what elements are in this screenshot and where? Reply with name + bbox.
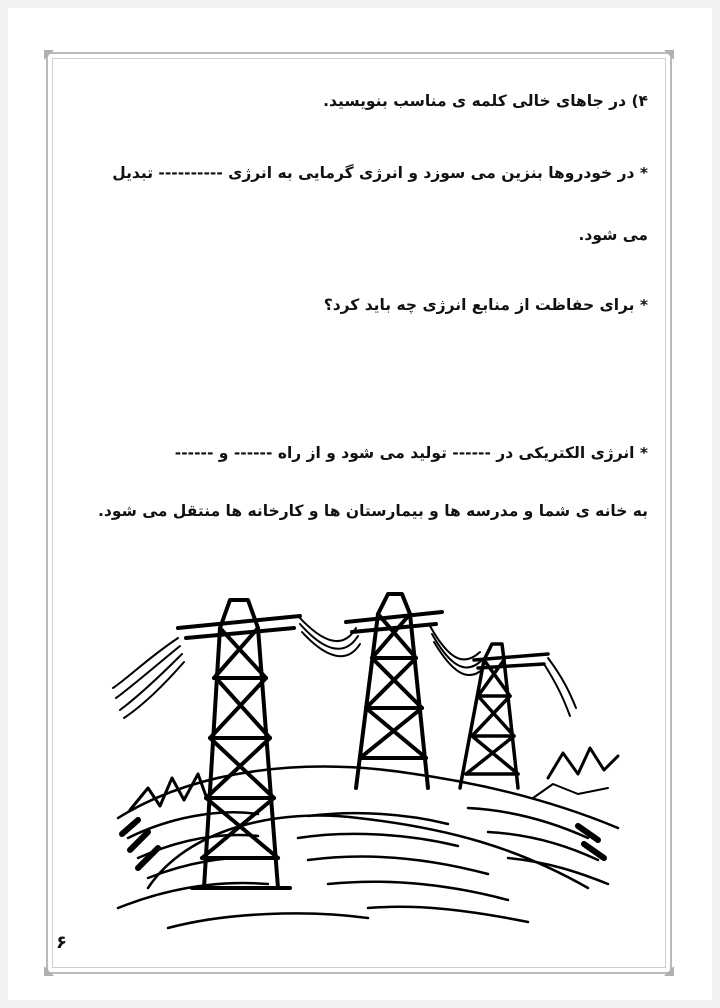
fill-blank-item-1: * در خودروها بنزین می سوزد و انرژی گرمایی به انرژی ---------- تبدیل (112, 164, 648, 182)
power-transmission-towers-icon (108, 588, 628, 940)
corner-ornament (664, 966, 674, 976)
fill-blank-item-1-continuation: می شود. (578, 226, 648, 244)
corner-ornament (664, 50, 674, 60)
fill-blank-item-3: * انرژی الکتریکی در ------ تولید می شود و از راه ------ و ------ (174, 444, 648, 462)
question-item-2: * برای حفاظت از منابع انرژی چه باید کرد؟ (323, 296, 648, 314)
corner-ornament (44, 966, 54, 976)
fill-blank-item-3-continuation: به خانه ی شما و مدرسه ها و بیمارستان ها و کارخانه ها منتقل می شود. (98, 502, 648, 520)
corner-ornament (44, 50, 54, 60)
page-number: ۶ (56, 932, 67, 953)
question-title: ۴) در جاهای خالی کلمه ی مناسب بنویسید. (323, 92, 648, 110)
